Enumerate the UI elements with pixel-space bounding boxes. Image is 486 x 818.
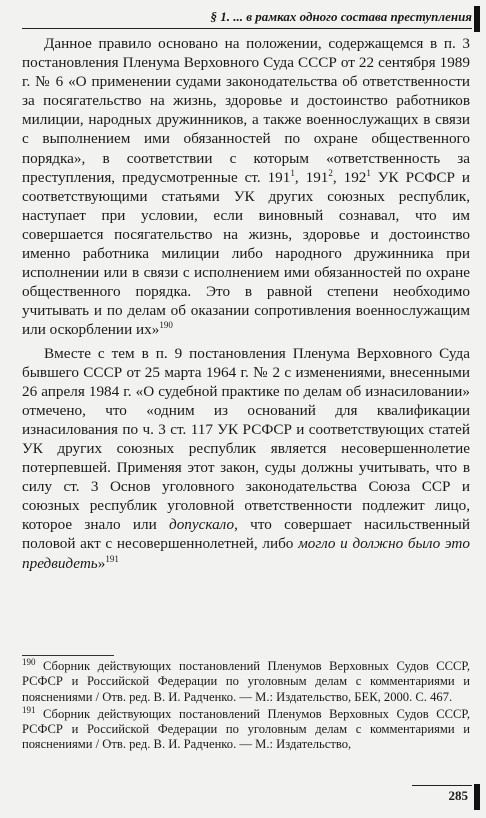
footnote-number: 190 [22, 656, 36, 667]
footnote-number: 191 [22, 704, 36, 715]
main-text [22, 34, 470, 573]
footnote-text: Сборник действующих постановлений Пленумов Верховных Судов СССР, РСФСР и Российской Федерации по уголовным делам с комментариями и пояснениями / Отв. ред. В. И. Радченко. — М.: Издательство, [22, 706, 470, 752]
paragraph-2 [22, 344, 470, 573]
footnote-191 [22, 704, 470, 753]
paragraph-1-text: , 191 [294, 168, 329, 186]
page-number: 285 [448, 788, 468, 803]
header-thumb-bar [474, 6, 480, 32]
footnote-190 [22, 656, 470, 705]
header-rule [22, 28, 472, 29]
paragraph-1-text: Данное правило основано на положении, содержащемся в п. 3 постановления Пленума Верховного Суда СССР от 22 сентября 1989 г. № 6 «О применении судами законодательства об ответственности за посягательство на жизнь, здоровье и достоинство работников милиции, народных дружинников, а также военнослужащих в связи с выполнением ими обязанностей по охране общественного порядка», в соответствии с которым «ответственность за преступления, предусмотренные ст. 191 [22, 35, 470, 186]
footnote-ref-190[interactable]: 190 [159, 320, 173, 331]
paragraph-2-text: » [97, 554, 106, 572]
paragraph-1 [22, 34, 470, 340]
paragraph-2-text: , что совершает насильственный половой акт с несовершеннолетней, либо [22, 516, 471, 553]
article-superscript: 1 [290, 167, 295, 178]
paragraph-2-text: Вместе с тем в п. 9 постановления Пленума Верховного Суда бывшего СССР от 25 марта 1964 г. № 2 с изменениями, внесенными 26 апреля 1984 г. «О судебной практике по делам об изнасиловании» отмечено, что «одним из оснований для квалификации изнасилования по ч. 3 ст. 117 УК РСФСР и соответствующих статей УК других союзных республик является несовершеннолетие потерпевшей. Применяя этот закон, суды должны учитывать, что в силу ст. 3 Основ уголовного законодательства Союза ССР и союзных республик уголовной ответственности подлежит лицо, которое знало или [22, 344, 470, 534]
footer-rule [412, 785, 472, 786]
article-superscript: 2 [328, 167, 333, 178]
emphasis-text: могло и должно было это предвидеть [22, 535, 470, 572]
paragraph-1-text: , 192 [332, 168, 367, 186]
footer-thumb-bar [474, 784, 480, 810]
emphasis-text: допускало [169, 516, 235, 534]
footnote-separator [22, 655, 114, 656]
footnote-ref-191[interactable]: 191 [105, 553, 119, 564]
footnote-text: Сборник действующих постановлений Пленумов Верховных Судов СССР, РСФСР и Российской Федерации по уголовным делам с комментариями и пояснениями / Отв. ред. В. И. Радченко. — М.: Издательство, БЕК, 2000. С. 467. [22, 659, 470, 704]
footnotes [22, 656, 470, 753]
article-superscript: 1 [366, 167, 371, 178]
running-header: § 1. ... в рамках одного состава преступления [210, 9, 472, 24]
paragraph-1-text: УК РСФСР и соответствующими статьями УК других союзных республик, наступает при условии, если виновный сознавал, что им совершается посягательство на жизнь, здоровье и достоинство именно работника милиции либо народного дружинника при исполнении или в связи с исполнением ими обязанностей по охране общественного порядка. Это в равной степени необходимо учитывать и по делам об оказании сопротивления военнослужащим или оскорблении их» [22, 168, 470, 339]
